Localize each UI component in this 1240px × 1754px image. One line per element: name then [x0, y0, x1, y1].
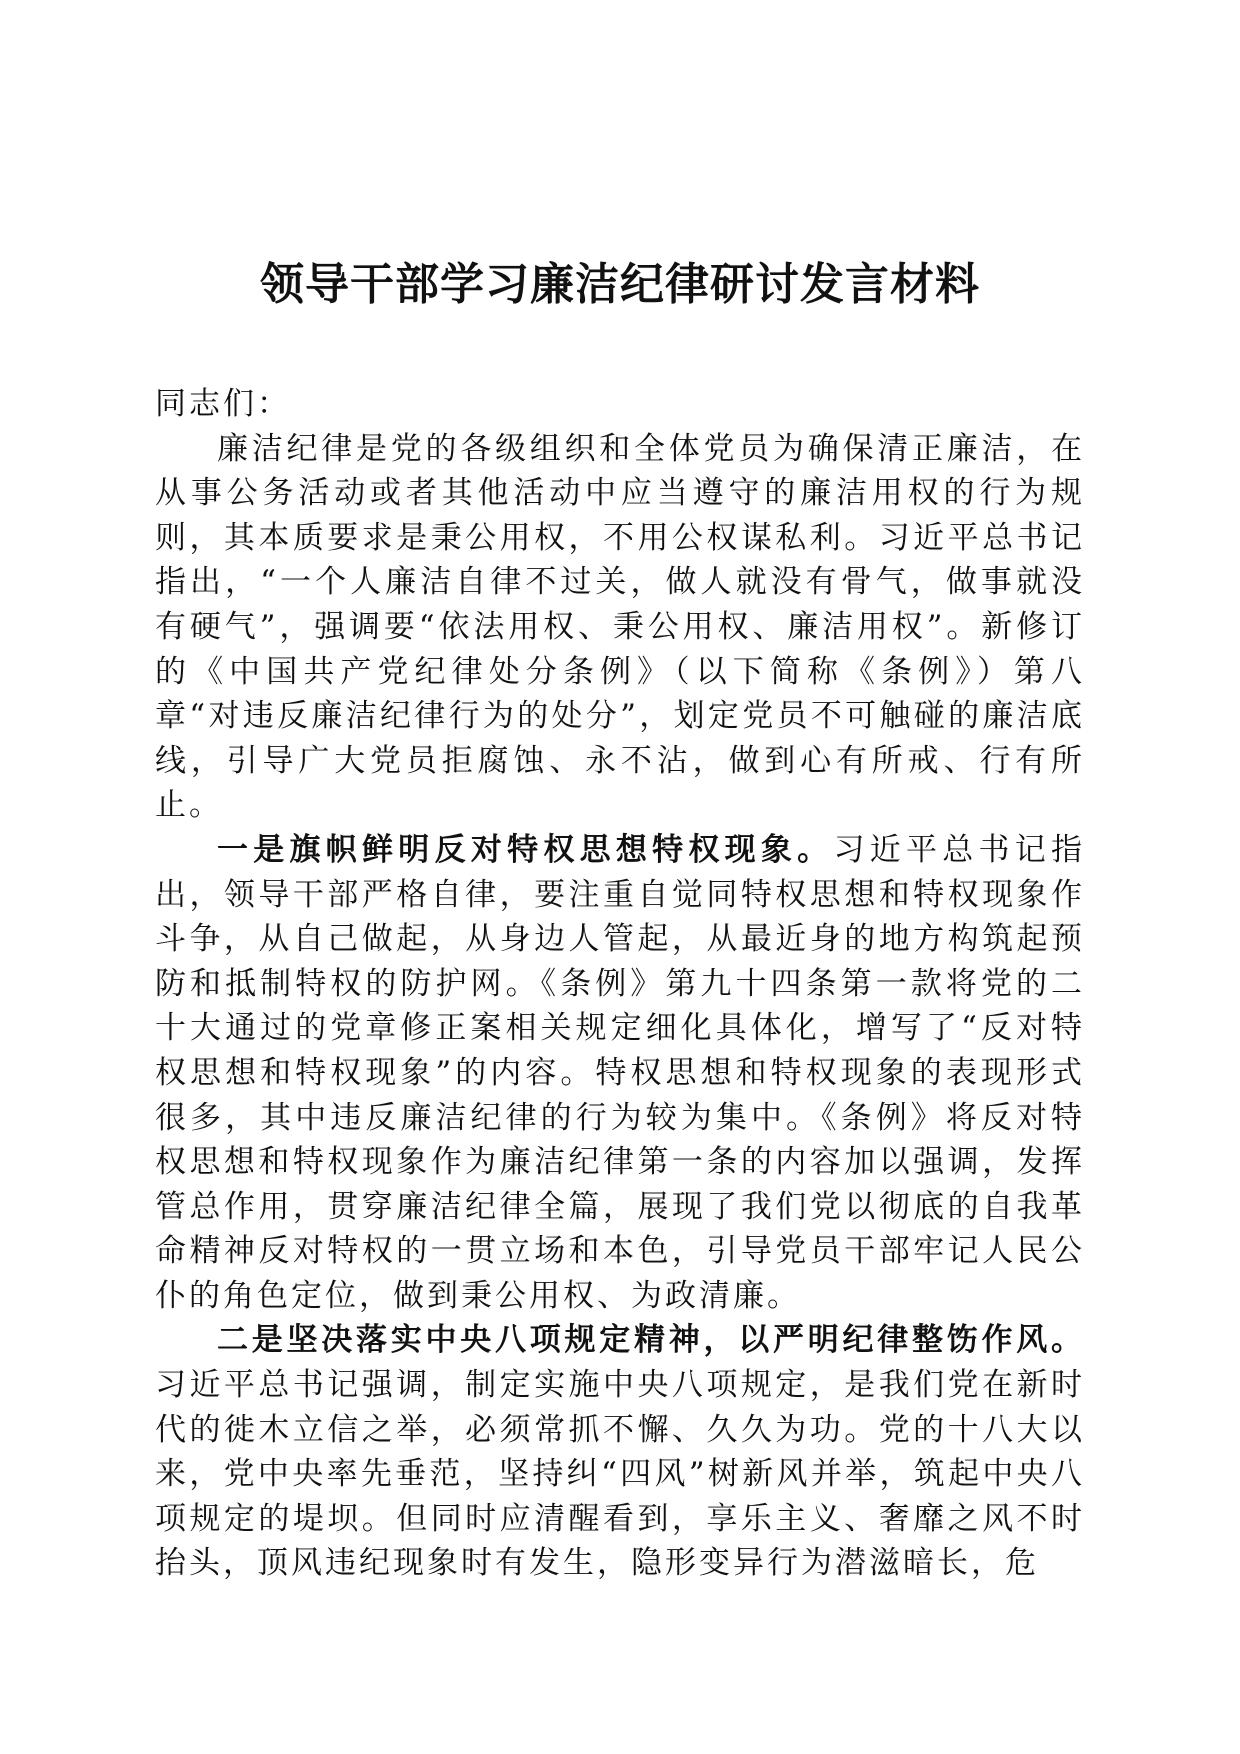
salutation: 同志们： [155, 386, 291, 422]
paragraph-text: 习近平总书记强调，制定实施中央八项规定，是我们党在新时代的徙木立信之举，必须常抓不懈、久久为功。党的十八大以来，党中央率先垂范，坚持纠“四风”树新风并举，筑起中央八项规定的堤坝。但同时应清醒看到，享乐主义、奢靡之风不时抬头，顶风违纪现象时有发生，隐形变异行为潜滋暗长，危 [155, 1367, 1085, 1582]
document-title: 领导干部学习廉洁纪律研讨发言材料 [260, 259, 980, 310]
paragraph-lead: 二是坚决落实中央八项规定精神，以严明纪律整饬作风。 [217, 1322, 1085, 1359]
paragraph-intro [155, 427, 1085, 828]
paragraph-text: 廉洁纪律是党的各级组织和全体党员为确保清正廉洁，在从事公务活动或者其他活动中应当遵守的廉洁用权的行为规则，其本质要求是秉公用权，不用公权谋私利。习近平总书记指出，“一个人廉洁自律不过关，做人就没有骨气，做事就没有硬气”，强调要“依法用权、秉公用权、廉洁用权”。新修订的《中国共产党纪律处分条例》（以下简称《条例》）第八章“对违反廉洁纪律行为的处分”，划定党员不可触碰的廉洁底线，引导广大党员拒腐蚀、永不沾，做到心有所戒、行有所止。 [155, 430, 1085, 824]
paragraph-text: 习近平总书记指出，领导干部严格自律，要注重自觉同特权思想和特权现象作斗争，从自己做起，从身边人管起，从最近身的地方构筑起预防和抵制特权的防护网。《条例》第九十四条第一款将党的二十大通过的党章修正案相关规定细化具体化，增写了“反对特权思想和特权现象”的内容。特权思想和特权现象的表现形式很多，其中违反廉洁纪律的行为较为集中。《条例》将反对特权思想和特权现象作为廉洁纪律第一条的内容加以强调，发挥管总作用，贯穿廉洁纪律全篇，展现了我们党以彻底的自我革命精神反对特权的一贯立场和本色，引导党员干部牢记人民公仆的角色定位，做到秉公用权、为政清廉。 [155, 831, 1086, 1314]
document-body [155, 382, 1085, 1586]
paragraph-lead: 一是旗帜鲜明反对特权思想特权现象。 [217, 831, 834, 868]
paragraph-point-one [155, 828, 1085, 1319]
paragraph-point-two [155, 1318, 1085, 1586]
